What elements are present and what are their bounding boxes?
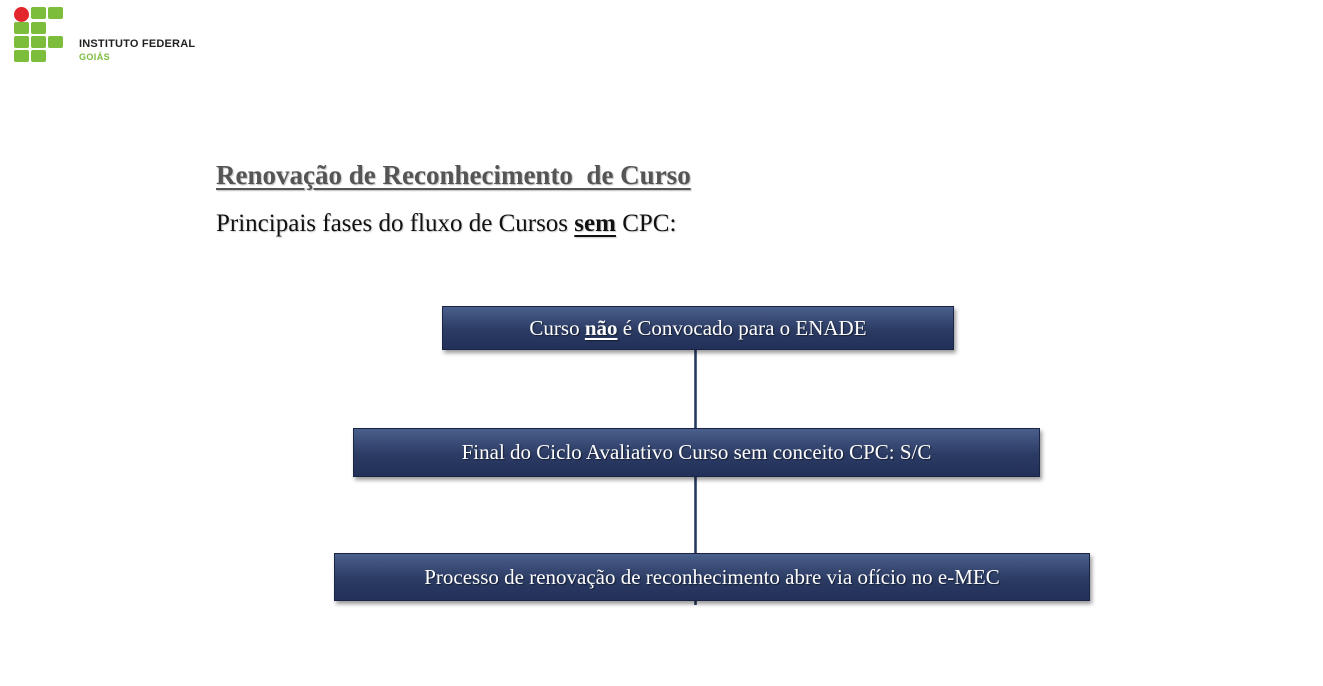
if-logo-icon — [14, 7, 64, 63]
subtitle-text-before: Principais fases do fluxo de Cursos — [216, 210, 575, 237]
institution-logo — [14, 7, 214, 67]
flow-step-renewal-process: Processo de renovação de reconhecimento abre via ofício no e-MEC — [334, 553, 1090, 601]
flow-step-1-text-after: é Convocado para o ENADE — [617, 315, 867, 340]
logo-state-name: GOIÁS — [79, 52, 111, 62]
subtitle-text-after: CPC: — [615, 210, 677, 237]
logo-institution-name: INSTITUTO FEDERAL — [79, 38, 196, 50]
flow-step-1-emphasis: não — [584, 315, 618, 340]
flow-step-cycle-end: Final do Ciclo Avaliativo Curso sem conceito CPC: S/C — [353, 428, 1040, 477]
slide-subtitle — [216, 210, 676, 238]
slide-title: Renovação de Reconhecimento de Curso — [216, 160, 691, 190]
subtitle-emphasis: sem — [574, 210, 616, 237]
flow-step-enade — [442, 306, 954, 350]
flow-step-1-text-before: Curso — [529, 315, 585, 340]
